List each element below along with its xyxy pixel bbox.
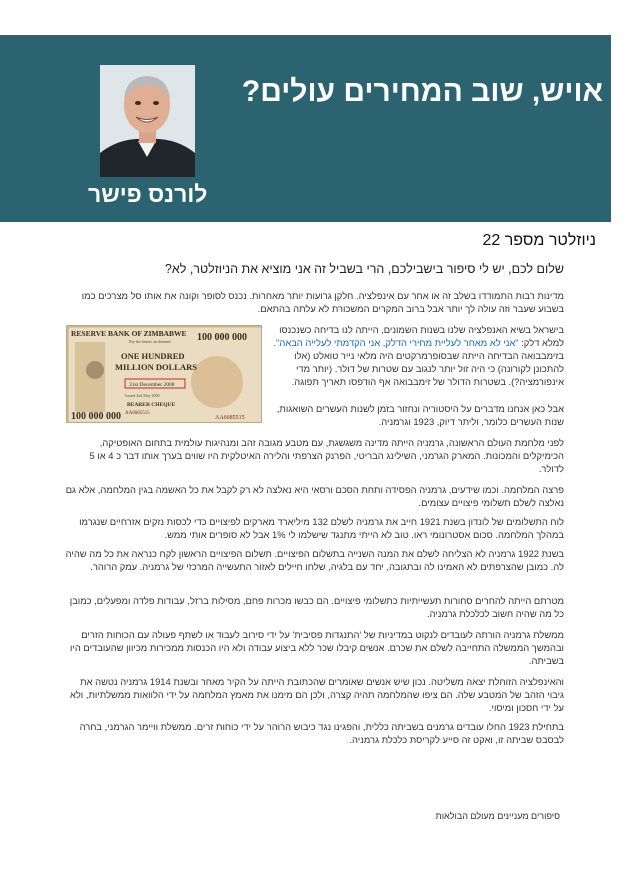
paragraph-4: לפני מלחמת העולם הראשונה, גרמניה הייתה מדינה משגשגת, עם מטבע מגובה זהב ומנהיגות עולמית בתחום האופטיקה, הכימיקלים והמכונות. המארק הגרמני, השילינג הבריטי, הפרנק הצרפתי והלירה האיטלקית היו שווים בערך אותו דבר כ 4 או 5 לדולר. [89, 437, 564, 474]
header-banner [0, 35, 611, 222]
banknote-amount-bottom: 100 000 000 [71, 411, 121, 422]
banknote-bank: RESERVE BANK OF ZIMBABWE [71, 329, 187, 338]
paragraph-2 [268, 323, 564, 388]
paragraph-2-end: . בזימבבואה הבדיחה הייתה שבסופרמרקטים היה מלאי נייר טואלט (אלו להתכונן לקורונה) כי היה זול יותר לנגוב עם שטרות של דולר. (יותר מדי אינפורמציה?). בשטרות הדולר של זימבבואה אף הודפסו תאריך תפוגה. [273, 337, 564, 387]
banknote-cheque: BEARER CHEQUE [127, 402, 176, 408]
paragraph-5: פרצה המלחמה. וכמו שידעים, גרמניה הפסידה ותחת הסכם ורסאי היא נאלצה לא רק לקבל את כל האשמה בגין המלחמה, אלא גם נאלצה לשלם תשלומי פיצויים עצומים. [65, 484, 564, 508]
banknote-issued: Issued 2nd May 2008 [125, 393, 160, 398]
author-name: לורנס פישר [88, 181, 208, 207]
paragraph-7: בשנת 1922 גרמניה לא הצליחה לשלם את המנה השנייה בתשלום הפיצויים. תשלום הפיצויים הראשון לקח כנראה את כל מה שהיה לה. כמובן שהצרפתים לא האמינו לה ובתגובה, יחד עם בלגיה, שלחו חיילים לאזור התעשייה המרכזי של גרמניה. עמק הרוהר. [65, 548, 564, 572]
banknote-amount-top: 100 000 000 [197, 332, 247, 343]
paragraph-8: מטרתם הייתה להחרים סחורות תעשייתיות כתשלומי פיצויים. הם כבשו מכרות פחם, מסילות ברזל, עבודות פלדה ומפעלים, כמובן כל מה שהיה חשוב לכלכלת גרמניה. [69, 595, 564, 619]
highlight-quote: "אני לא מאחר לעליית מחירי הדלק, אני הקדמתי לעלייה הבאה" [276, 337, 519, 348]
footer-text: סיפורים מעניינים מעולם הבולאות [435, 811, 560, 821]
page-title: אויש, שוב המחירים עולים? [241, 75, 603, 108]
issue-number: ניוזלטר מספר 22 [482, 232, 596, 249]
paragraph-3: אבל כאן אנחנו מדברים על היסטוריה ונחזור בזמן לשנות העשרים השואגות, שנות העשרים כלומר, וליתר דיוק, 1923 וגרמניה. [276, 403, 564, 427]
paragraph-6: לוח התשלומים של לונדון בשנת 1921 חייב את גרמניה לשלם 132 מיליארד מארקים לפיצויים כדי לכסות נזקים אזרחיים שנגרמו במהלך המלחמה. סכום אסטרונומי ראו. טוב לא הייתי מתנגד שישלמו לי 1% אבל לא סופרים אותי ממש. [79, 516, 564, 540]
zimbabwe-banknote-image [66, 325, 262, 423]
paragraph-1: מדינות רבות התמודדו בשלב זה או אחר עם אינפלציה. חלקן גרועות יותר מאחרות. נכנס לסופר וקונה את אותו סל מצרכים כמו בשבוע שעבר וזה עולה לך יותר אבל ברוב המקרים המשכורת לא עלתה בהתאם. [81, 290, 564, 314]
paragraph-11: בתחילת 1923 החלו עובדים גרמנים בשביתה כללית, והפגינו נגד כיבוש הרוהר על ידי כוחות זרים. ממשלת וויימר הגרמני, בחרה לבסבס שביתה זו, ואקט זה סייע לקריסת כלכלת גרמניה. [79, 721, 564, 745]
banknote-words-1: ONE HUNDRED [121, 351, 185, 361]
greeting: שלום לכם, יש לי סיפור בישבילכם, הרי בשביל זה אני מוציא את הניוזלטר, לא? [164, 262, 564, 276]
banknote-serial-left: AA6685515 [125, 411, 150, 416]
paragraph-2-start: בישראל בשיא האנפלציה שלנו בשנות השמונים, הייתה לנו בדיחה כשנכנסו למלא דלק: [279, 324, 564, 348]
banknote-sub: Pay the bearer on demand [129, 339, 171, 344]
banknote-expiry: 31st December 2008 [129, 382, 175, 388]
author-photo [100, 65, 195, 177]
banknote-words-2: MILLION DOLLARS [115, 362, 197, 372]
banknote-serial-right: AA6685515 [215, 415, 245, 421]
paragraph-10: והאינפלציה הזוחלת יצאה משליטה. נכון שיש אנשים שאומרים שהכתובת הייתה על הקיר מאחר ובשנת 1914 גרמניה נטשה את גיבוי הזהב של המטבע שלה. הם ציפו שהמלחמה תהיה קצרה, ולכן הם מימנו את מאמץ המלחמה על ידי הלוואות ממשלתיות, ולא על ידי חסכון ומיסוי. [69, 676, 564, 713]
paragraph-9: ממשלת גרמניה הורתה לעובדים לנקוט במדיניות של 'התנגדות פסיבית' על ידי סירוב לעבוד או לשתף פעולה עם הכוחות הזרים ובהמשך הממשלה התחייבה לשלם את שכרם. אנשים קיבלו שכר ללא ביצוע עבודה ולא היו הכנסות ממכירות מכיוון שהעובדים היו בשביתה. [70, 629, 564, 666]
